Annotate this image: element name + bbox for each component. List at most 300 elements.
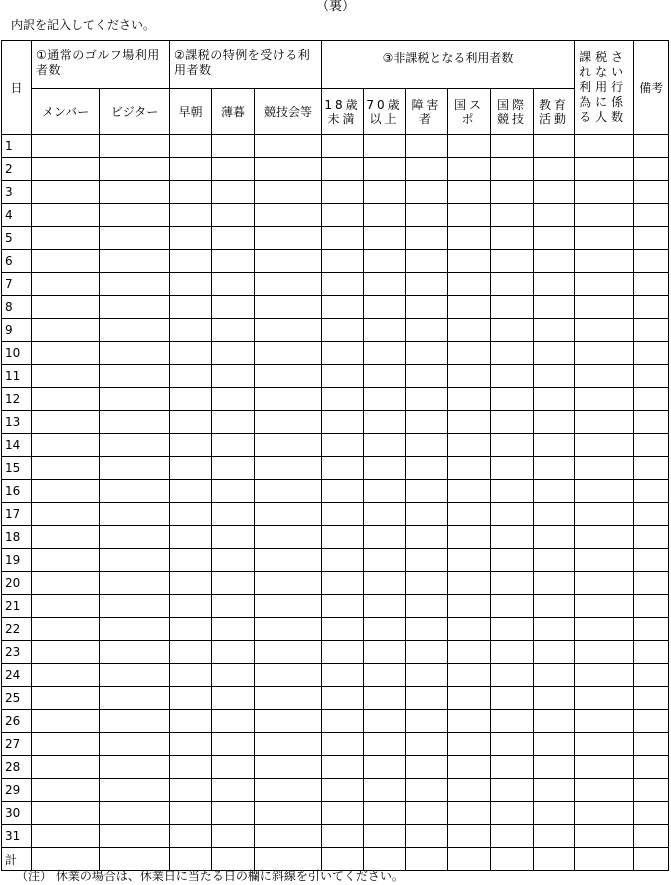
- entry-cell[interactable]: [255, 342, 322, 365]
- entry-cell[interactable]: [364, 319, 406, 342]
- entry-cell[interactable]: [634, 388, 669, 411]
- entry-cell[interactable]: [448, 618, 491, 641]
- entry-cell[interactable]: [255, 549, 322, 572]
- entry-cell[interactable]: [534, 710, 575, 733]
- entry-cell[interactable]: [212, 756, 255, 779]
- entry-cell[interactable]: [255, 733, 322, 756]
- entry-cell[interactable]: [322, 503, 364, 526]
- entry-cell[interactable]: [170, 687, 212, 710]
- entry-cell[interactable]: [100, 687, 170, 710]
- entry-cell[interactable]: [634, 250, 669, 273]
- entry-cell[interactable]: [406, 411, 448, 434]
- entry-cell[interactable]: [212, 411, 255, 434]
- entry-cell[interactable]: [634, 848, 669, 871]
- entry-cell[interactable]: [212, 135, 255, 158]
- entry-cell[interactable]: [322, 411, 364, 434]
- entry-cell[interactable]: [575, 342, 634, 365]
- entry-cell[interactable]: [32, 641, 100, 664]
- entry-cell[interactable]: [491, 503, 534, 526]
- entry-cell[interactable]: [212, 710, 255, 733]
- entry-cell[interactable]: [364, 572, 406, 595]
- entry-cell[interactable]: [491, 756, 534, 779]
- entry-cell[interactable]: [32, 411, 100, 434]
- entry-cell[interactable]: [170, 549, 212, 572]
- entry-cell[interactable]: [448, 296, 491, 319]
- entry-cell[interactable]: [575, 825, 634, 848]
- entry-cell[interactable]: [634, 526, 669, 549]
- entry-cell[interactable]: [534, 756, 575, 779]
- entry-cell[interactable]: [406, 549, 448, 572]
- entry-cell[interactable]: [170, 250, 212, 273]
- entry-cell[interactable]: [534, 181, 575, 204]
- entry-cell[interactable]: [255, 526, 322, 549]
- entry-cell[interactable]: [322, 434, 364, 457]
- entry-cell[interactable]: [575, 273, 634, 296]
- entry-cell[interactable]: [364, 204, 406, 227]
- entry-cell[interactable]: [634, 158, 669, 181]
- entry-cell[interactable]: [170, 595, 212, 618]
- entry-cell[interactable]: [100, 457, 170, 480]
- entry-cell[interactable]: [634, 641, 669, 664]
- entry-cell[interactable]: [491, 549, 534, 572]
- entry-cell[interactable]: [170, 273, 212, 296]
- entry-cell[interactable]: [575, 480, 634, 503]
- entry-cell[interactable]: [575, 503, 634, 526]
- entry-cell[interactable]: [534, 227, 575, 250]
- entry-cell[interactable]: [575, 319, 634, 342]
- entry-cell[interactable]: [491, 802, 534, 825]
- entry-cell[interactable]: [364, 664, 406, 687]
- entry-cell[interactable]: [634, 687, 669, 710]
- entry-cell[interactable]: [448, 526, 491, 549]
- entry-cell[interactable]: [322, 227, 364, 250]
- entry-cell[interactable]: [212, 618, 255, 641]
- entry-cell[interactable]: [32, 503, 100, 526]
- entry-cell[interactable]: [32, 250, 100, 273]
- entry-cell[interactable]: [575, 388, 634, 411]
- entry-cell[interactable]: [322, 319, 364, 342]
- entry-cell[interactable]: [170, 434, 212, 457]
- entry-cell[interactable]: [534, 319, 575, 342]
- entry-cell[interactable]: [534, 204, 575, 227]
- entry-cell[interactable]: [634, 595, 669, 618]
- entry-cell[interactable]: [364, 595, 406, 618]
- entry-cell[interactable]: [491, 204, 534, 227]
- entry-cell[interactable]: [491, 779, 534, 802]
- entry-cell[interactable]: [406, 434, 448, 457]
- entry-cell[interactable]: [534, 388, 575, 411]
- entry-cell[interactable]: [100, 825, 170, 848]
- entry-cell[interactable]: [100, 181, 170, 204]
- entry-cell[interactable]: [364, 388, 406, 411]
- entry-cell[interactable]: [364, 779, 406, 802]
- entry-cell[interactable]: [212, 227, 255, 250]
- entry-cell[interactable]: [255, 365, 322, 388]
- entry-cell[interactable]: [406, 457, 448, 480]
- entry-cell[interactable]: [448, 365, 491, 388]
- entry-cell[interactable]: [364, 457, 406, 480]
- entry-cell[interactable]: [364, 503, 406, 526]
- entry-cell[interactable]: [575, 457, 634, 480]
- entry-cell[interactable]: [255, 825, 322, 848]
- entry-cell[interactable]: [170, 503, 212, 526]
- entry-cell[interactable]: [170, 733, 212, 756]
- entry-cell[interactable]: [448, 710, 491, 733]
- entry-cell[interactable]: [448, 135, 491, 158]
- entry-cell[interactable]: [100, 411, 170, 434]
- entry-cell[interactable]: [170, 457, 212, 480]
- entry-cell[interactable]: [634, 365, 669, 388]
- entry-cell[interactable]: [212, 158, 255, 181]
- entry-cell[interactable]: [322, 365, 364, 388]
- entry-cell[interactable]: [634, 572, 669, 595]
- entry-cell[interactable]: [406, 273, 448, 296]
- entry-cell[interactable]: [448, 434, 491, 457]
- entry-cell[interactable]: [170, 411, 212, 434]
- entry-cell[interactable]: [255, 503, 322, 526]
- entry-cell[interactable]: [255, 664, 322, 687]
- entry-cell[interactable]: [212, 273, 255, 296]
- entry-cell[interactable]: [255, 296, 322, 319]
- entry-cell[interactable]: [255, 756, 322, 779]
- entry-cell[interactable]: [448, 779, 491, 802]
- entry-cell[interactable]: [448, 457, 491, 480]
- entry-cell[interactable]: [170, 158, 212, 181]
- entry-cell[interactable]: [32, 526, 100, 549]
- entry-cell[interactable]: [491, 135, 534, 158]
- entry-cell[interactable]: [575, 802, 634, 825]
- entry-cell[interactable]: [100, 802, 170, 825]
- entry-cell[interactable]: [491, 273, 534, 296]
- entry-cell[interactable]: [575, 618, 634, 641]
- entry-cell[interactable]: [100, 779, 170, 802]
- entry-cell[interactable]: [534, 273, 575, 296]
- entry-cell[interactable]: [406, 664, 448, 687]
- entry-cell[interactable]: [634, 733, 669, 756]
- entry-cell[interactable]: [491, 641, 534, 664]
- entry-cell[interactable]: [32, 158, 100, 181]
- entry-cell[interactable]: [170, 779, 212, 802]
- entry-cell[interactable]: [575, 549, 634, 572]
- entry-cell[interactable]: [575, 365, 634, 388]
- entry-cell[interactable]: [364, 641, 406, 664]
- entry-cell[interactable]: [255, 595, 322, 618]
- entry-cell[interactable]: [448, 687, 491, 710]
- entry-cell[interactable]: [491, 526, 534, 549]
- entry-cell[interactable]: [364, 227, 406, 250]
- entry-cell[interactable]: [448, 503, 491, 526]
- entry-cell[interactable]: [491, 710, 534, 733]
- entry-cell[interactable]: [364, 296, 406, 319]
- entry-cell[interactable]: [575, 710, 634, 733]
- entry-cell[interactable]: [634, 618, 669, 641]
- entry-cell[interactable]: [212, 802, 255, 825]
- entry-cell[interactable]: [491, 365, 534, 388]
- entry-cell[interactable]: [364, 687, 406, 710]
- entry-cell[interactable]: [255, 158, 322, 181]
- entry-cell[interactable]: [534, 618, 575, 641]
- entry-cell[interactable]: [575, 411, 634, 434]
- entry-cell[interactable]: [634, 181, 669, 204]
- entry-cell[interactable]: [634, 503, 669, 526]
- entry-cell[interactable]: [406, 250, 448, 273]
- entry-cell[interactable]: [491, 825, 534, 848]
- entry-cell[interactable]: [491, 595, 534, 618]
- entry-cell[interactable]: [448, 411, 491, 434]
- entry-cell[interactable]: [255, 802, 322, 825]
- entry-cell[interactable]: [255, 204, 322, 227]
- entry-cell[interactable]: [255, 457, 322, 480]
- entry-cell[interactable]: [32, 825, 100, 848]
- entry-cell[interactable]: [364, 756, 406, 779]
- entry-cell[interactable]: [634, 779, 669, 802]
- entry-cell[interactable]: [32, 595, 100, 618]
- entry-cell[interactable]: [491, 227, 534, 250]
- entry-cell[interactable]: [491, 480, 534, 503]
- entry-cell[interactable]: [448, 204, 491, 227]
- entry-cell[interactable]: [255, 687, 322, 710]
- entry-cell[interactable]: [32, 181, 100, 204]
- entry-cell[interactable]: [534, 158, 575, 181]
- entry-cell[interactable]: [255, 411, 322, 434]
- entry-cell[interactable]: [534, 802, 575, 825]
- entry-cell[interactable]: [212, 595, 255, 618]
- entry-cell[interactable]: [322, 664, 364, 687]
- entry-cell[interactable]: [534, 549, 575, 572]
- entry-cell[interactable]: [255, 779, 322, 802]
- entry-cell[interactable]: [170, 227, 212, 250]
- entry-cell[interactable]: [212, 825, 255, 848]
- entry-cell[interactable]: [100, 595, 170, 618]
- entry-cell[interactable]: [212, 388, 255, 411]
- entry-cell[interactable]: [575, 848, 634, 871]
- entry-cell[interactable]: [32, 572, 100, 595]
- entry-cell[interactable]: [575, 687, 634, 710]
- entry-cell[interactable]: [100, 618, 170, 641]
- entry-cell[interactable]: [170, 342, 212, 365]
- entry-cell[interactable]: [491, 434, 534, 457]
- entry-cell[interactable]: [212, 480, 255, 503]
- entry-cell[interactable]: [448, 802, 491, 825]
- entry-cell[interactable]: [170, 526, 212, 549]
- entry-cell[interactable]: [255, 273, 322, 296]
- entry-cell[interactable]: [255, 135, 322, 158]
- entry-cell[interactable]: [212, 181, 255, 204]
- entry-cell[interactable]: [100, 365, 170, 388]
- entry-cell[interactable]: [170, 825, 212, 848]
- entry-cell[interactable]: [100, 342, 170, 365]
- entry-cell[interactable]: [255, 388, 322, 411]
- entry-cell[interactable]: [100, 756, 170, 779]
- entry-cell[interactable]: [406, 756, 448, 779]
- entry-cell[interactable]: [448, 480, 491, 503]
- entry-cell[interactable]: [170, 572, 212, 595]
- entry-cell[interactable]: [491, 733, 534, 756]
- entry-cell[interactable]: [32, 710, 100, 733]
- entry-cell[interactable]: [406, 595, 448, 618]
- entry-cell[interactable]: [448, 181, 491, 204]
- entry-cell[interactable]: [406, 319, 448, 342]
- entry-cell[interactable]: [32, 135, 100, 158]
- entry-cell[interactable]: [32, 388, 100, 411]
- entry-cell[interactable]: [322, 342, 364, 365]
- entry-cell[interactable]: [534, 365, 575, 388]
- entry-cell[interactable]: [100, 664, 170, 687]
- entry-cell[interactable]: [448, 733, 491, 756]
- entry-cell[interactable]: [406, 526, 448, 549]
- entry-cell[interactable]: [170, 204, 212, 227]
- entry-cell[interactable]: [406, 365, 448, 388]
- entry-cell[interactable]: [575, 181, 634, 204]
- entry-cell[interactable]: [364, 733, 406, 756]
- entry-cell[interactable]: [364, 434, 406, 457]
- entry-cell[interactable]: [322, 756, 364, 779]
- entry-cell[interactable]: [255, 227, 322, 250]
- entry-cell[interactable]: [364, 549, 406, 572]
- entry-cell[interactable]: [322, 480, 364, 503]
- entry-cell[interactable]: [170, 388, 212, 411]
- entry-cell[interactable]: [322, 158, 364, 181]
- entry-cell[interactable]: [100, 158, 170, 181]
- entry-cell[interactable]: [322, 549, 364, 572]
- entry-cell[interactable]: [634, 710, 669, 733]
- entry-cell[interactable]: [170, 135, 212, 158]
- entry-cell[interactable]: [448, 664, 491, 687]
- entry-cell[interactable]: [634, 319, 669, 342]
- entry-cell[interactable]: [255, 480, 322, 503]
- entry-cell[interactable]: [100, 641, 170, 664]
- entry-cell[interactable]: [491, 342, 534, 365]
- entry-cell[interactable]: [534, 779, 575, 802]
- entry-cell[interactable]: [406, 388, 448, 411]
- entry-cell[interactable]: [634, 802, 669, 825]
- entry-cell[interactable]: [406, 618, 448, 641]
- entry-cell[interactable]: [448, 549, 491, 572]
- entry-cell[interactable]: [534, 503, 575, 526]
- entry-cell[interactable]: [491, 388, 534, 411]
- entry-cell[interactable]: [212, 365, 255, 388]
- entry-cell[interactable]: [32, 319, 100, 342]
- entry-cell[interactable]: [212, 526, 255, 549]
- entry-cell[interactable]: [534, 825, 575, 848]
- entry-cell[interactable]: [534, 457, 575, 480]
- entry-cell[interactable]: [534, 250, 575, 273]
- entry-cell[interactable]: [170, 319, 212, 342]
- entry-cell[interactable]: [406, 135, 448, 158]
- entry-cell[interactable]: [575, 733, 634, 756]
- entry-cell[interactable]: [322, 825, 364, 848]
- entry-cell[interactable]: [406, 572, 448, 595]
- entry-cell[interactable]: [491, 664, 534, 687]
- entry-cell[interactable]: [322, 273, 364, 296]
- entry-cell[interactable]: [364, 710, 406, 733]
- entry-cell[interactable]: [322, 733, 364, 756]
- entry-cell[interactable]: [212, 572, 255, 595]
- entry-cell[interactable]: [32, 457, 100, 480]
- entry-cell[interactable]: [322, 618, 364, 641]
- entry-cell[interactable]: [212, 319, 255, 342]
- entry-cell[interactable]: [364, 526, 406, 549]
- entry-cell[interactable]: [212, 457, 255, 480]
- entry-cell[interactable]: [322, 779, 364, 802]
- entry-cell[interactable]: [448, 250, 491, 273]
- entry-cell[interactable]: [322, 710, 364, 733]
- entry-cell[interactable]: [575, 641, 634, 664]
- entry-cell[interactable]: [406, 342, 448, 365]
- entry-cell[interactable]: [255, 572, 322, 595]
- entry-cell[interactable]: [534, 664, 575, 687]
- entry-cell[interactable]: [212, 664, 255, 687]
- entry-cell[interactable]: [534, 687, 575, 710]
- entry-cell[interactable]: [634, 480, 669, 503]
- entry-cell[interactable]: [32, 480, 100, 503]
- entry-cell[interactable]: [534, 641, 575, 664]
- entry-cell[interactable]: [170, 802, 212, 825]
- entry-cell[interactable]: [170, 296, 212, 319]
- entry-cell[interactable]: [32, 664, 100, 687]
- entry-cell[interactable]: [534, 480, 575, 503]
- entry-cell[interactable]: [575, 296, 634, 319]
- entry-cell[interactable]: [575, 756, 634, 779]
- entry-cell[interactable]: [32, 273, 100, 296]
- entry-cell[interactable]: [491, 319, 534, 342]
- entry-cell[interactable]: [406, 480, 448, 503]
- entry-cell[interactable]: [364, 802, 406, 825]
- entry-cell[interactable]: [212, 733, 255, 756]
- entry-cell[interactable]: [322, 296, 364, 319]
- entry-cell[interactable]: [491, 296, 534, 319]
- entry-cell[interactable]: [406, 158, 448, 181]
- entry-cell[interactable]: [322, 204, 364, 227]
- entry-cell[interactable]: [406, 779, 448, 802]
- entry-cell[interactable]: [406, 687, 448, 710]
- entry-cell[interactable]: [170, 480, 212, 503]
- entry-cell[interactable]: [575, 595, 634, 618]
- entry-cell[interactable]: [491, 618, 534, 641]
- entry-cell[interactable]: [534, 572, 575, 595]
- entry-cell[interactable]: [322, 181, 364, 204]
- entry-cell[interactable]: [364, 480, 406, 503]
- entry-cell[interactable]: [322, 526, 364, 549]
- entry-cell[interactable]: [322, 802, 364, 825]
- entry-cell[interactable]: [491, 181, 534, 204]
- entry-cell[interactable]: [212, 503, 255, 526]
- entry-cell[interactable]: [634, 457, 669, 480]
- entry-cell[interactable]: [448, 825, 491, 848]
- entry-cell[interactable]: [364, 135, 406, 158]
- entry-cell[interactable]: [322, 388, 364, 411]
- entry-cell[interactable]: [322, 135, 364, 158]
- entry-cell[interactable]: [100, 480, 170, 503]
- entry-cell[interactable]: [32, 434, 100, 457]
- entry-cell[interactable]: [448, 158, 491, 181]
- entry-cell[interactable]: [491, 687, 534, 710]
- entry-cell[interactable]: [255, 250, 322, 273]
- entry-cell[interactable]: [32, 227, 100, 250]
- entry-cell[interactable]: [448, 595, 491, 618]
- entry-cell[interactable]: [406, 181, 448, 204]
- entry-cell[interactable]: [534, 411, 575, 434]
- entry-cell[interactable]: [100, 710, 170, 733]
- entry-cell[interactable]: [491, 411, 534, 434]
- entry-cell[interactable]: [364, 825, 406, 848]
- entry-cell[interactable]: [534, 733, 575, 756]
- entry-cell[interactable]: [575, 135, 634, 158]
- entry-cell[interactable]: [364, 618, 406, 641]
- entry-cell[interactable]: [534, 342, 575, 365]
- entry-cell[interactable]: [448, 572, 491, 595]
- entry-cell[interactable]: [322, 687, 364, 710]
